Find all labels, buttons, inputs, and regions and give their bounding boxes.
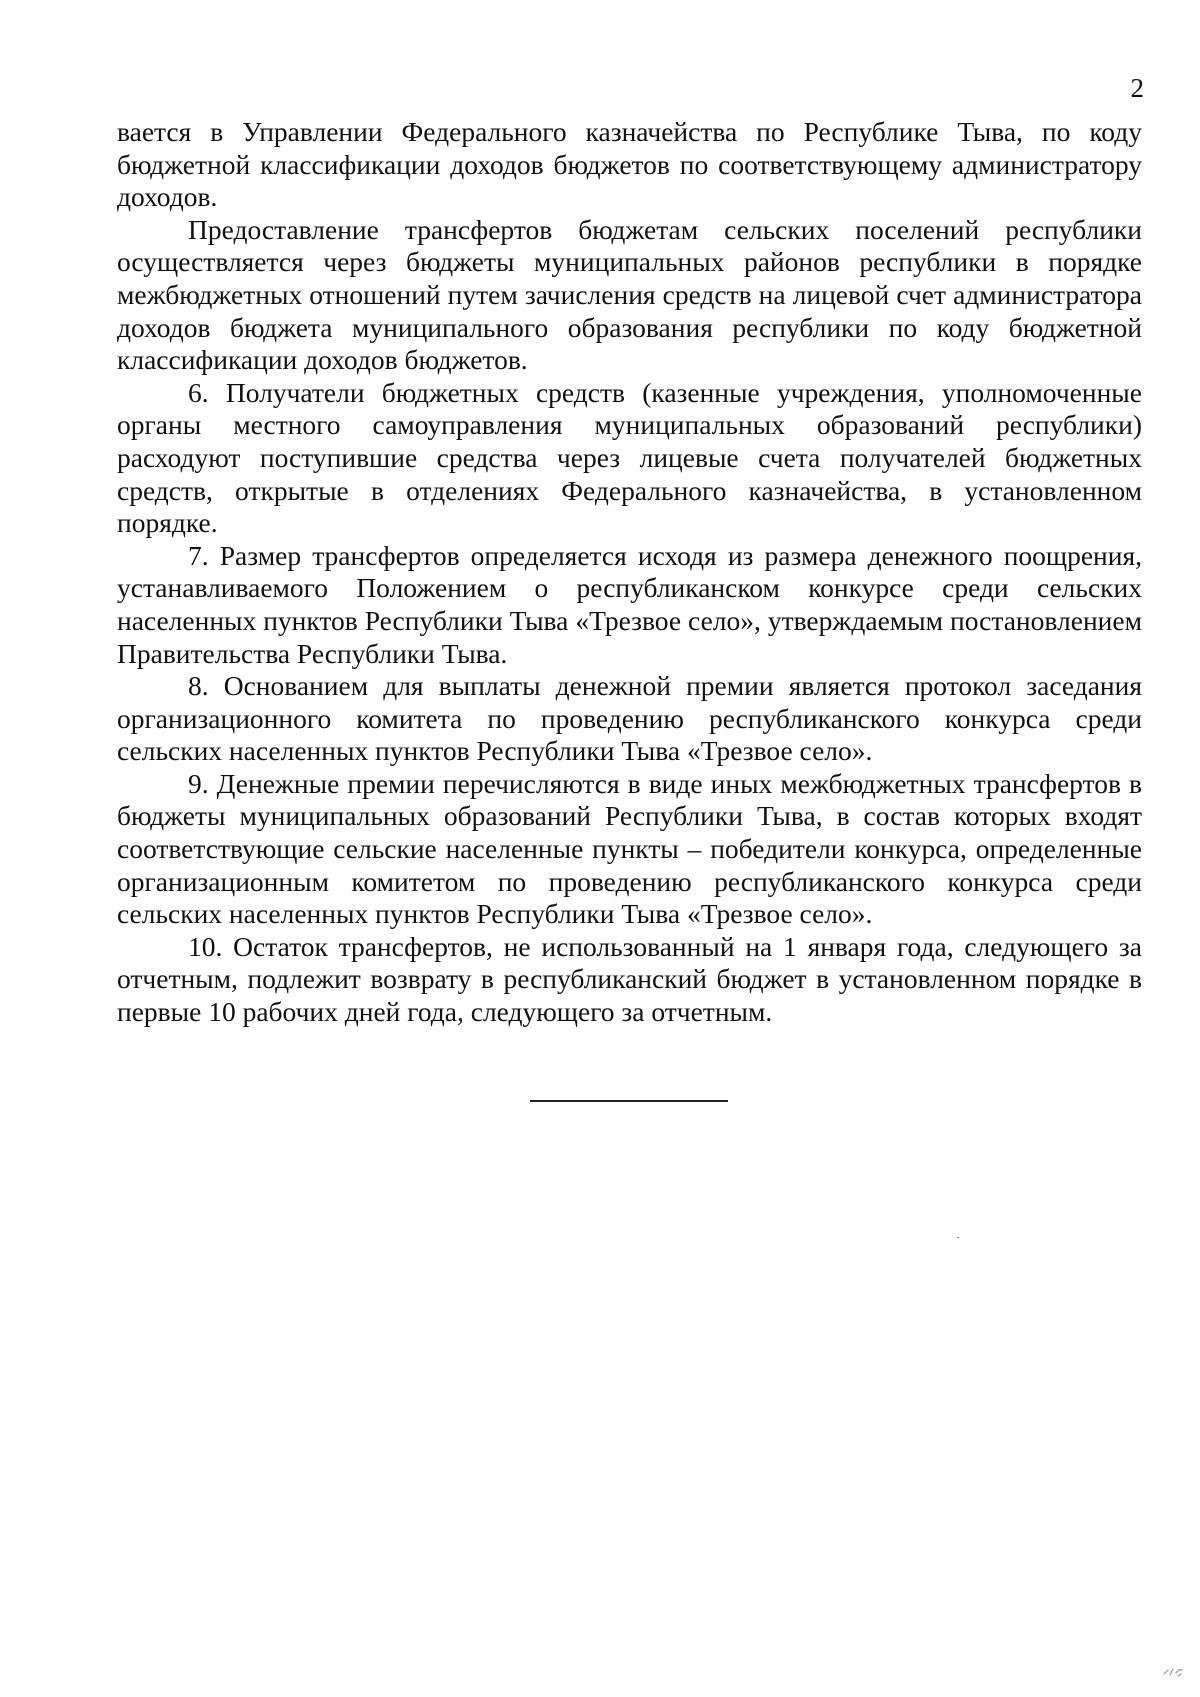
scan-artifact — [957, 1237, 959, 1238]
paragraph-item-10: 10. Остаток трансфертов, не использованный на 1 января года, следующего за отчетным, подлежит возврату в республиканский бюджет в установленном порядке в первые 10 рабочих дней года, следующего за отчетным. — [117, 930, 1142, 1028]
paragraph-continuation: вается в Управлении Федерального казначейства по Республике Тыва, по коду бюджетной классификации доходов бюджетов по соответствующему администратору доходов. — [117, 116, 1142, 213]
end-of-document-rule — [530, 1100, 728, 1102]
paragraph-item-7: 7. Размер трансфертов определяется исходя из размера денежного поощрения, устанавливаемого Положением о республиканском конкурсе среди сельских населенных пунктов Республики Тыва «Трезвое село», утверждаемым постановлением Правительства Республики Тыва. — [117, 539, 1142, 669]
paragraph-item-9: 9. Денежные премии перечисляются в виде иных межбюджетных трансфертов в бюджеты муниципальных образований Республики Тыва, в состав которых входят соответствующие сельские населенные пункты – победители конкурса, определенные организационным комитетом по проведению республиканского конкурса среди сельских населенных пунктов Республики Тыва «Трезвое село». — [117, 767, 1142, 930]
page-number: 2 — [1130, 73, 1144, 103]
paragraph-item-6: 6. Получатели бюджетных средств (казенные учреждения, уполномоченные органы местного самоуправления муниципальных образований республики) расходуют поступившие средства через лицевые счета получателей бюджетных средств, открытые в отделениях Федерального казначейства, в установленном порядке. — [117, 376, 1142, 539]
paragraph-item-8: 8. Основанием для выплаты денежной премии является протокол заседания организационного комитета по проведению республиканского конкурса среди сельских населенных пунктов Республики Тыва «Трезвое село». — [117, 670, 1142, 767]
paragraph-transfer-provision: Предоставление трансфертов бюджетам сельских поселений республики осуществляется через бюджеты муниципальных районов республики в порядке межбюджетных отношений путем зачисления средств на лицевой счет администратора доходов бюджета муниципального образования республики по коду бюджетной классификации доходов бюджетов. — [117, 213, 1142, 376]
corner-scan-mark-icon — [1160, 1660, 1186, 1678]
document-body — [117, 116, 1142, 1029]
